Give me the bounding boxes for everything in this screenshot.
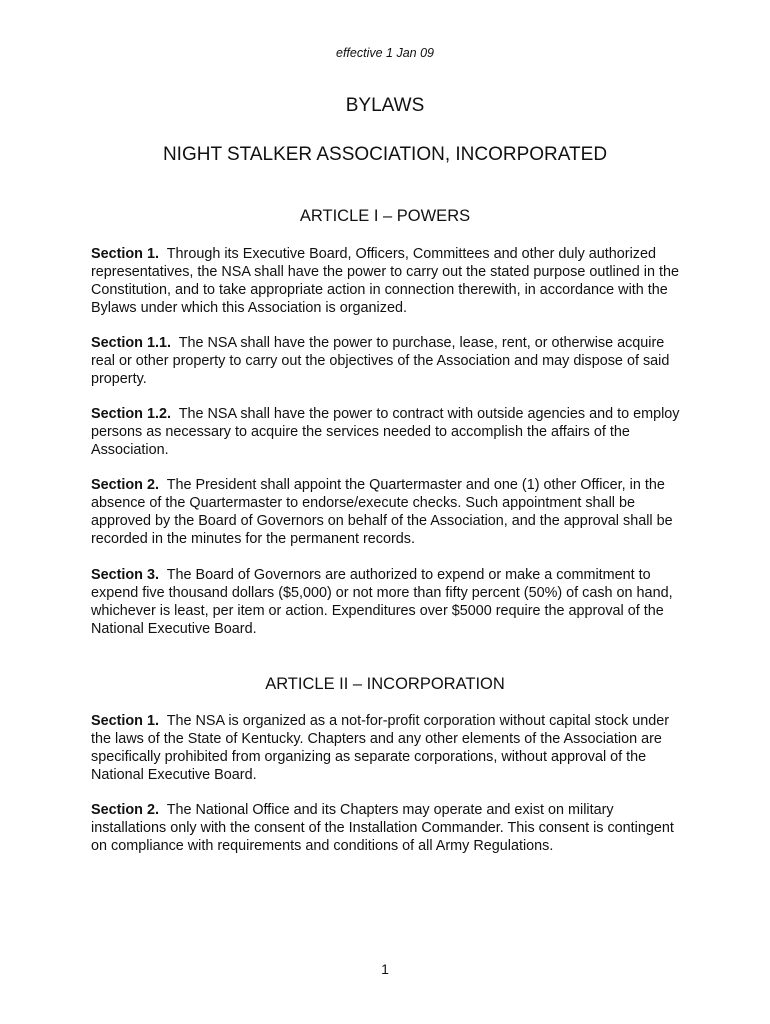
article-1-section-2	[91, 476, 691, 548]
section-label: Section 1.	[91, 246, 159, 262]
page-number: 1	[381, 961, 389, 977]
section-text: Through its Executive Board, Officers, Committees and other duly authorized representatives, the NSA shall have the power to carry out the stated purpose outlined in the Constitution, and to take appropriate action in connection therewith, in accordance with the Bylaws under which this Association is organized.	[91, 246, 679, 316]
effective-date: effective 1 Jan 09	[336, 46, 434, 60]
section-text: The National Office and its Chapters may operate and exist on military installations only with the consent of the Installation Commander. This consent is contingent on compliance with requirements and conditions of all Army Regulations.	[91, 802, 674, 854]
article-heading-powers: ARTICLE I – POWERS	[299, 207, 471, 225]
article-1-section-1-2	[91, 405, 691, 459]
article-heading-incorporation: ARTICLE II – INCORPORATION	[265, 675, 505, 693]
section-label: Section 3.	[91, 567, 159, 583]
section-text: The NSA is organized as a not-for-profit corporation without capital stock under the laws of the State of Kentucky. Chapters and any other elements of the Association are specifically prohibited from organizing as separate corporations, without approval of the National Executive Board.	[91, 713, 670, 783]
document-title: BYLAWS	[345, 95, 425, 116]
article-2-section-2	[91, 801, 691, 855]
article-1-section-1	[91, 245, 691, 317]
section-label: Section 2.	[91, 477, 159, 493]
section-text: The Board of Governors are authorized to expend or make a commitment to expend five thousand dollars ($5,000) or not more than fifty percent (50%) of cash on hand, whichever is least, per item or action. Expenditures over $5000 require the approval of the National Executive Board.	[91, 567, 673, 637]
section-text: The NSA shall have the power to purchase, lease, rent, or otherwise acquire real or other property to carry out the objectives of the Association and may dispose of said property.	[91, 335, 670, 387]
section-text: The President shall appoint the Quartermaster and one (1) other Officer, in the absence of the Quartermaster to endorse/execute checks. Such appointment shall be approved by the Board of Governors on behalf of the Association, and the approval shall be recorded in the minutes for the permanent records.	[91, 477, 673, 547]
section-text: The NSA shall have the power to contract with outside agencies and to employ persons as necessary to acquire the services needed to accomplish the affairs of the Association.	[91, 406, 680, 458]
article-1-section-3	[91, 566, 691, 638]
organization-name: NIGHT STALKER ASSOCIATION, INCORPORATED	[162, 144, 608, 165]
section-label: Section 1.	[91, 713, 159, 729]
section-label: Section 1.1.	[91, 335, 171, 351]
article-2-section-1	[91, 712, 691, 784]
section-label: Section 2.	[91, 802, 159, 818]
section-label: Section 1.2.	[91, 406, 171, 422]
article-1-section-1-1	[91, 334, 691, 388]
